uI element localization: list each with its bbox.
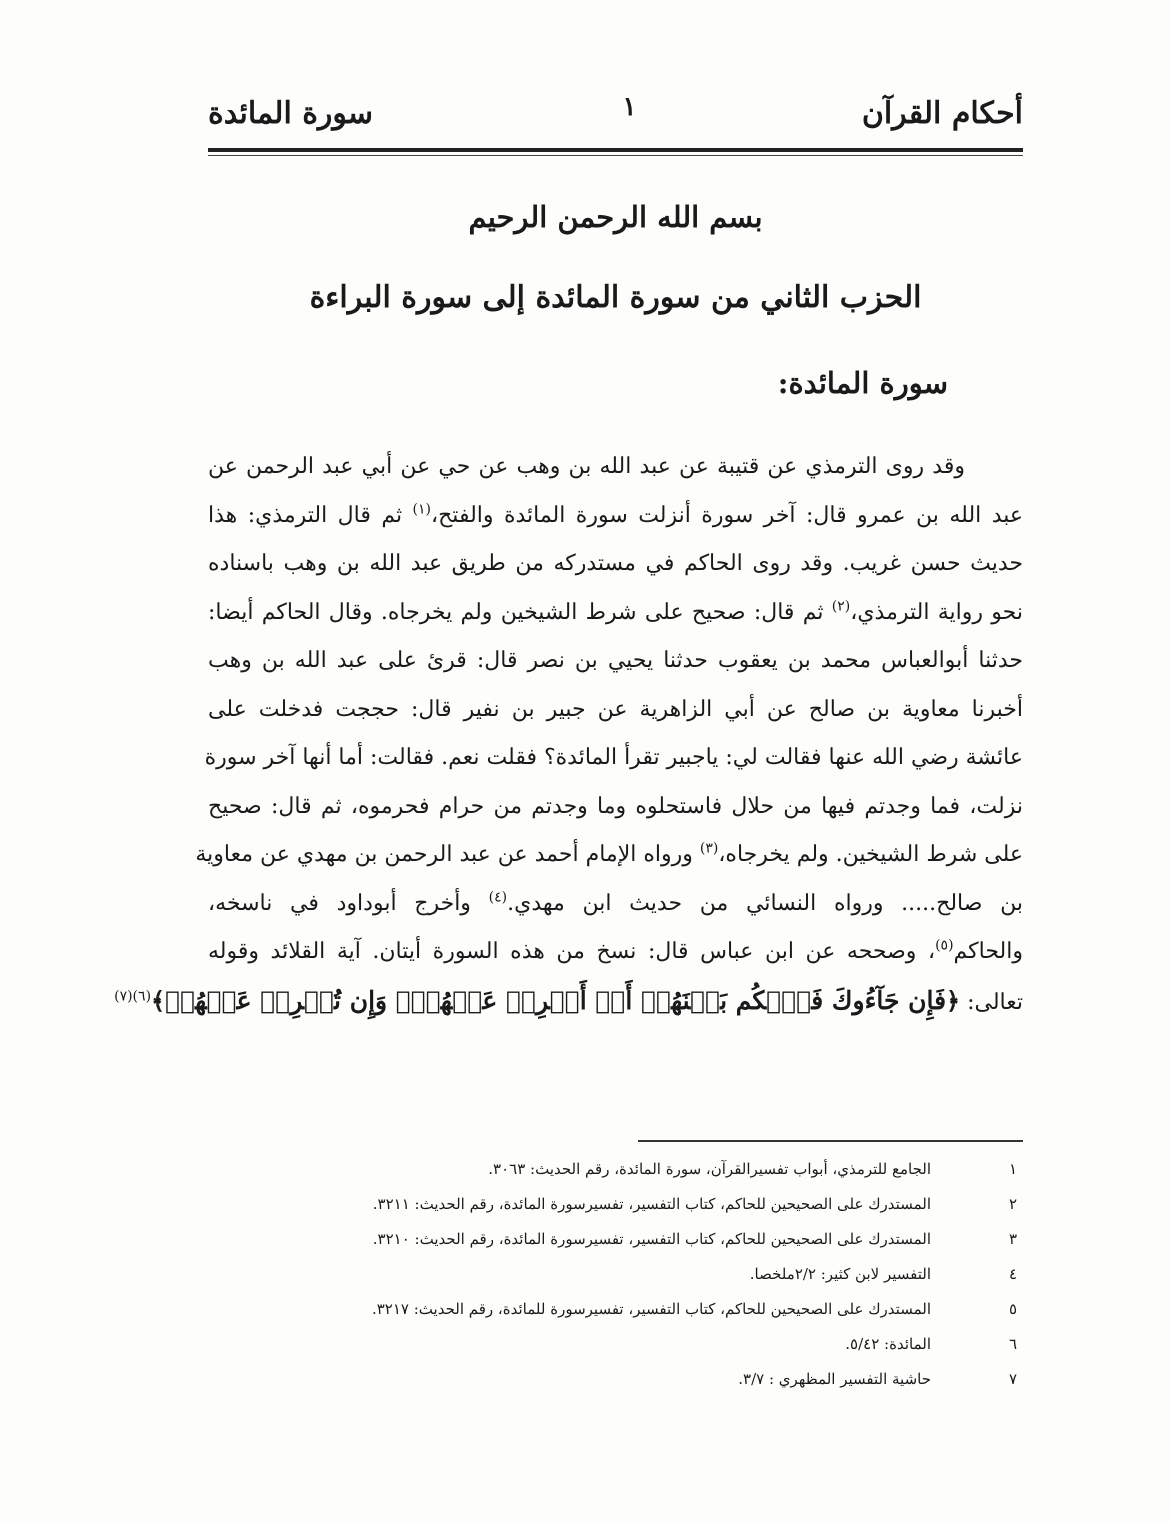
footnote-item [208, 1362, 1023, 1397]
footnote-number: ٣ [1008, 1230, 1018, 1248]
header-rule-thin [208, 155, 1023, 156]
body-line-text: ورواه الإمام أحمد عن عبد الرحمن بن مهدي عن معاوية [195, 842, 700, 867]
body-line [208, 443, 1023, 492]
body-line [114, 977, 1023, 1026]
body-line [208, 540, 1023, 589]
header-rule-thick [208, 148, 1023, 152]
footnote-number: ١ [1008, 1160, 1018, 1178]
body-line [208, 686, 1023, 735]
footnote-text: المستدرك على الصحيحين للحاكم، كتاب التفسير، تفسيرسورة المائدة، رقم الحديث: ٣٢١٠. [372, 1230, 931, 1248]
body-line [208, 589, 1023, 638]
footnote-text: المائدة: ٥/٤٢. [845, 1335, 931, 1353]
quran-bracket-close: ﴾ [151, 985, 166, 1015]
body-line-text: وأخرج أبوداود في ناسخه، [208, 890, 489, 916]
basmala: بسم الله الرحمن الرحيم [468, 200, 763, 234]
footnote-item [208, 1292, 1023, 1327]
hizb-title: الحزب الثاني من سورة المائدة إلى سورة البراءة [309, 280, 922, 315]
body-line-text: ثم قال: صحيح على شرط الشيخين ولم يخرجاه. وقال الحاكم أيضا: [208, 599, 832, 625]
footnote-item [208, 1257, 1023, 1292]
body-line-text: تعالى: [960, 989, 1023, 1015]
body-line [208, 880, 1023, 929]
footnote-ref[interactable]: (٥) [935, 937, 954, 954]
footnote-item [208, 1222, 1023, 1257]
body-line-text: نزلت، فما وجدتم فيها من حلال فاستحلوه وما وجدتم من حرام فحرموه، ثم قال: صحيح [208, 793, 1023, 819]
body-line-text: حدثنا أبوالعباس محمد بن يعقوب حدثنا يحيي بن نصر قال: قرئ على عبد الله بن وهب [208, 648, 1023, 673]
body-line-text: بن صالح..... ورواه النسائي من حديث ابن مهدي. [507, 890, 1023, 916]
footnote-item [208, 1152, 1023, 1187]
body-line-text: على شرط الشيخين. ولم يخرجاه، [718, 842, 1023, 867]
footnotes [208, 1152, 1023, 1397]
quran-verse: فَإِن جَآءُوكَ فَٱحۡكُم بَيۡنَهُمۡ أَوۡ أَعۡرِضۡ عَنۡهُمۡۖ وَإِن تُعۡرِضۡ عَنۡهُمۡ [165, 985, 947, 1015]
body-line-text: نحو رواية الترمذي، [850, 599, 1023, 625]
page-number: ١ [622, 92, 637, 122]
body-line [208, 783, 1023, 832]
footnote-text: المستدرك على الصحيحين للحاكم، كتاب التفسير، تفسيرسورة المائدة، رقم الحديث: ٣٢١١. [372, 1195, 931, 1213]
body-text [114, 443, 1024, 1025]
footnote-ref[interactable]: (٦)(٧) [114, 988, 152, 1005]
body-line-text: أخبرنا معاوية بن صالح عن أبي الزاهرية عن جبير بن نفير قال: حججت فدخلت على [208, 696, 1023, 722]
footnote-number: ٢ [1008, 1195, 1018, 1213]
body-line [208, 492, 1023, 541]
footnote-separator [638, 1140, 1023, 1142]
footnote-text: التفسير لابن كثير: ٢/٢ملخصا. [749, 1265, 931, 1283]
footnote-number: ٤ [1008, 1265, 1018, 1283]
footnote-number: ٦ [1008, 1335, 1018, 1353]
running-header [208, 92, 1023, 146]
body-line [204, 734, 1023, 783]
footnote-text: الجامع للترمذي، أبواب تفسيرالقرآن، سورة المائدة، رقم الحديث: ٣٠٦٣. [488, 1160, 931, 1178]
section-heading: سورة المائدة: [777, 366, 948, 400]
footnote-ref[interactable]: (٤) [488, 889, 508, 906]
body-line-text: وقد روى الترمذي عن قتيبة عن عبد الله بن وهب عن حي عن أبي عبد الرحمن عن [208, 454, 965, 479]
body-line-text: عائشة رضي الله عنها فقالت لي: ياجبير تقرأ المائدة؟ فقلت نعم. فقالت: أما أنها آخر سورة [204, 745, 1023, 770]
body-line-text: والحاكم [953, 939, 1023, 964]
body-line-text: ثم قال الترمذي: هذا [208, 502, 413, 528]
body-line-text: عبد الله بن عمرو قال: آخر سورة أنزلت سورة المائدة والفتح، [431, 502, 1024, 528]
body-line [195, 831, 1023, 880]
footnote-ref[interactable]: (٢) [831, 598, 851, 615]
footnote-text: حاشية التفسير المظهري : ٣/٧. [738, 1370, 931, 1388]
quran-bracket-open: ﴿ [946, 985, 961, 1015]
footnote-ref[interactable]: (٣) [699, 840, 719, 857]
footnote-item [208, 1327, 1023, 1362]
footnote-number: ٥ [1008, 1300, 1018, 1318]
surah-running-title: سورة المائدة [208, 96, 374, 131]
book-title: أحكام القرآن [861, 96, 1023, 131]
footnote-number: ٧ [1008, 1370, 1018, 1388]
body-line-text: ، وصححه عن ابن عباس قال: نسخ من هذه السورة أيتان. آية القلائد وقوله [208, 939, 936, 964]
footnote-ref[interactable]: (١) [412, 501, 431, 518]
body-line [208, 637, 1023, 686]
body-line [208, 928, 1023, 977]
footnote-text: المستدرك على الصحيحين للحاكم، كتاب التفسير، تفسيرسورة للمائدة، رقم الحديث: ٣٢١٧. [371, 1300, 931, 1318]
footnote-item [208, 1187, 1023, 1222]
body-line-text: حديث حسن غريب. وقد روى الحاكم في مستدركه من طريق عبد الله بن وهب باسناده [208, 551, 1023, 576]
